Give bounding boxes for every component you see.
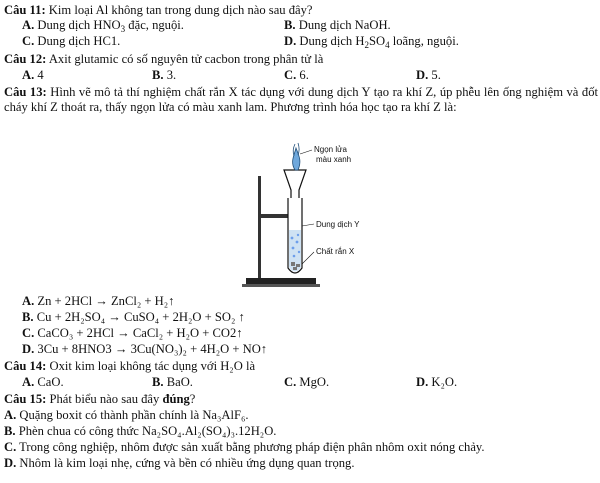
q14-option-c[interactable]: C. MgO. xyxy=(284,375,330,389)
solution-label: Dung dịch Y xyxy=(316,220,360,229)
stand-base xyxy=(246,278,316,284)
q14-option-a[interactable]: A. CaO. xyxy=(22,375,64,389)
q12-number: Câu 12: xyxy=(4,52,47,66)
q15-emphasis: đúng xyxy=(162,392,190,406)
q14-text: Oxit kim loại không tác dụng với H₂O là xyxy=(49,359,256,373)
experiment-figure xyxy=(238,140,388,290)
q15-number: Câu 15: xyxy=(4,392,47,406)
q13-number: Câu 13: xyxy=(4,85,47,99)
q13-option-a[interactable]: A. Zn + 2HCl → ZnCl₂ + H₂↑ xyxy=(22,294,175,308)
q11-option-c[interactable]: C. Dung dịch HC1. xyxy=(22,34,121,48)
flame-label-1: Ngọn lửa xyxy=(314,145,347,154)
funnel-icon xyxy=(284,170,306,200)
q13-option-c[interactable]: C. CaCO₃ + 2HCl → CaCl₂ + H₂O + CO2↑ xyxy=(22,326,243,340)
q13-text: Hình vẽ mô tả thí nghiệm chất rắn X tác dụng với dung dịch Y tạo ra khí Z, úp phễu lên ống nghiệm và đốt cháy khí Z thoát ra, thấy ngọn lửa có màu xanh lam. Phương trình hóa học tạo ra khí Z là: xyxy=(4,85,598,114)
flame-label-2: màu xanh xyxy=(316,155,352,164)
q15-option-a[interactable]: A. Quặng boxit có thành phần chính là Na₃AlF₆. xyxy=(4,408,249,422)
q15-option-d[interactable]: D. Nhôm là kim loại nhẹ, cứng và bền có nhiều ứng dụng quan trọng. xyxy=(4,456,355,470)
q11-number: Câu 11: xyxy=(4,3,46,17)
q12-option-d[interactable]: D. 5. xyxy=(416,68,441,82)
stand-rod xyxy=(258,176,261,278)
solid-label: Chất rắn X xyxy=(316,247,355,256)
q12-text: Axit glutamic có số nguyên tử cacbon trong phân tử là xyxy=(48,52,324,66)
q11-option-b[interactable]: B. Dung dịch NaOH. xyxy=(284,18,391,32)
q11-option-d[interactable]: D. Dung dịch $H_2SO_4$ loãng, nguội. xyxy=(284,34,459,50)
q15-option-c[interactable]: C. Trong công nghiệp, nhôm được sản xuất bằng phương pháp điện phân nhôm oxit nóng chảy. xyxy=(4,440,485,454)
q14-option-b[interactable]: B. BaO. xyxy=(152,375,193,389)
q14-number: Câu 14: xyxy=(4,359,47,373)
q14-option-d[interactable]: D. K₂O. xyxy=(416,375,458,389)
q13-stem xyxy=(4,85,598,115)
q12-option-c[interactable]: C. 6. xyxy=(284,68,309,82)
q15-option-b[interactable]: B. Phèn chua có công thức Na₂SO₄.Al₂(SO₄)₃.12H₂O. xyxy=(4,424,277,438)
q13-option-b[interactable]: B. Cu + 2H₂SO₄ → CuSO₄ + 2H₂O + SO₂ ↑ xyxy=(22,310,245,324)
q14-stem xyxy=(4,359,255,374)
q11-option-a[interactable]: A. Dung dịch $HNO_3$ đặc, nguội. xyxy=(22,18,184,34)
q12-stem xyxy=(4,52,323,67)
q11-text: Kim loại Al không tan trong dung dịch nào sau đây? xyxy=(48,3,313,17)
q12-option-a[interactable]: A. 4 xyxy=(22,68,44,82)
q12-option-b[interactable]: B. 3. xyxy=(152,68,177,82)
q11-stem xyxy=(4,3,313,18)
q13-option-d[interactable]: D. 3Cu + 8HNO3 → 3Cu(NO₃)₂ + 4H₂O + NO↑ xyxy=(22,342,268,356)
q15-stem: Câu 15: Phát biểu nào sau đây đúng? xyxy=(4,392,196,406)
